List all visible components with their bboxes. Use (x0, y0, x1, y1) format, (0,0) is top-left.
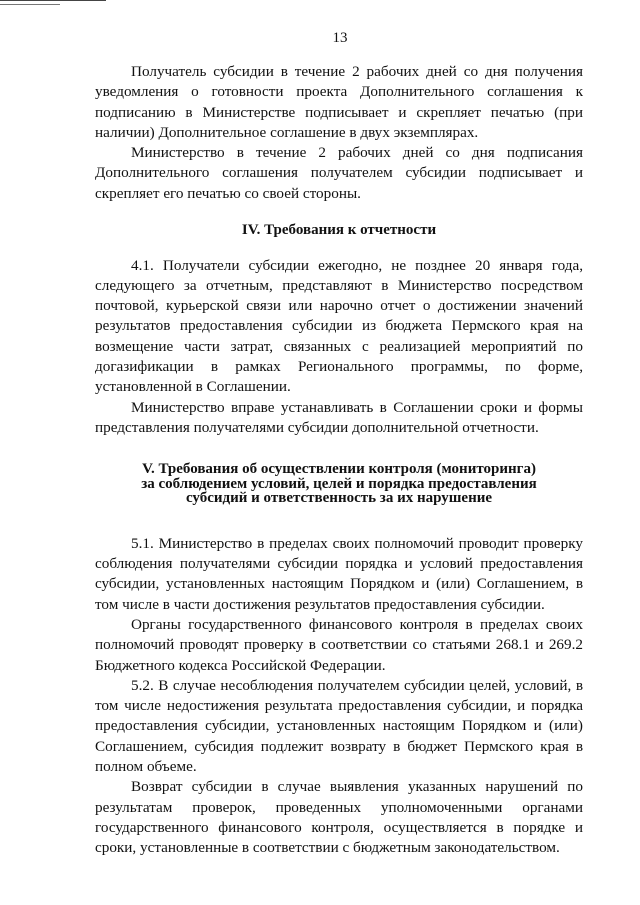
section-5-heading-line-1: V. Требования об осуществлении контроля (мониторинга) (142, 461, 536, 478)
paragraph-5-1-b: Органы государственного финансового контроля в пределах своих полномочий проводят проверку в соответствии со статьями 268.1 и 269.2 Бюджетного кодекса Российской Федерации. (95, 615, 583, 674)
section-4-heading: IV. Требования к отчетности (241, 222, 437, 239)
paragraph-4-2: Министерство вправе устанавливать в Соглашении сроки и формы представления получателями субсидии дополнительной отчетности. (95, 398, 583, 436)
paragraph-5-2: 5.2. В случае несоблюдения получателем субсидии целей, условий, в том числе недостижения результата предоставления субсидии, и порядка предоставления субсидии, установленных настоящим Порядком и (или) Соглашением, субсидия подлежит возврату в бюджет Пермского края в полном объеме. (95, 676, 583, 776)
paragraph-4-1: 4.1. Получатели субсидии ежегодно, не позднее 20 января года, следующего за отчетным, представляют в Министерство посредством почтовой, курьерской связи или нарочно отчет о достижении значений результатов предоставления субсидии из бюджета Пермского края на возмещение части затрат, связанных с реализацией мероприятий по догазификации в рамках Регионального программы, по форме, установленной в Соглашении. (95, 256, 583, 396)
section-5-heading-line-3: субсидий и ответственность за их нарушение (185, 490, 493, 507)
page-number: 13 (332, 30, 348, 46)
section-5-heading (95, 462, 583, 506)
paragraph-5-2-b: Возврат субсидии в случае выявления указанных нарушений по результатам проверок, проведенных уполномоченными органами государственного финансового контроля, осуществляется в порядке и сроки, установленные в соответствии с бюджетным законодательством. (95, 778, 583, 857)
document-body (95, 62, 583, 859)
paragraph-intro-1: Получатель субсидии в течение 2 рабочих дней со дня получения уведомления о готовности проекта Дополнительного соглашения к подписанию в Министерстве подписывает и скрепляет печатью (при наличии) Дополнительное соглашение в двух экземплярах. (95, 63, 583, 141)
scan-corner-mark (0, 0, 106, 5)
section-5-heading-line-2: за соблюдением условий, целей и порядка предоставления (141, 475, 537, 492)
paragraph-5-1: 5.1. Министерство в пределах своих полномочий проводит проверку соблюдения получателями субсидии порядка и условий предоставления субсидии, установленных настоящим Порядком и (или) Соглашением, в том числе в части достижения результатов предоставления субсидии. (95, 534, 583, 613)
paragraph-intro-2: Министерство в течение 2 рабочих дней со дня подписания Дополнительного соглашения получателем субсидии подписывает и скрепляет его печатью со своей стороны. (95, 144, 583, 202)
